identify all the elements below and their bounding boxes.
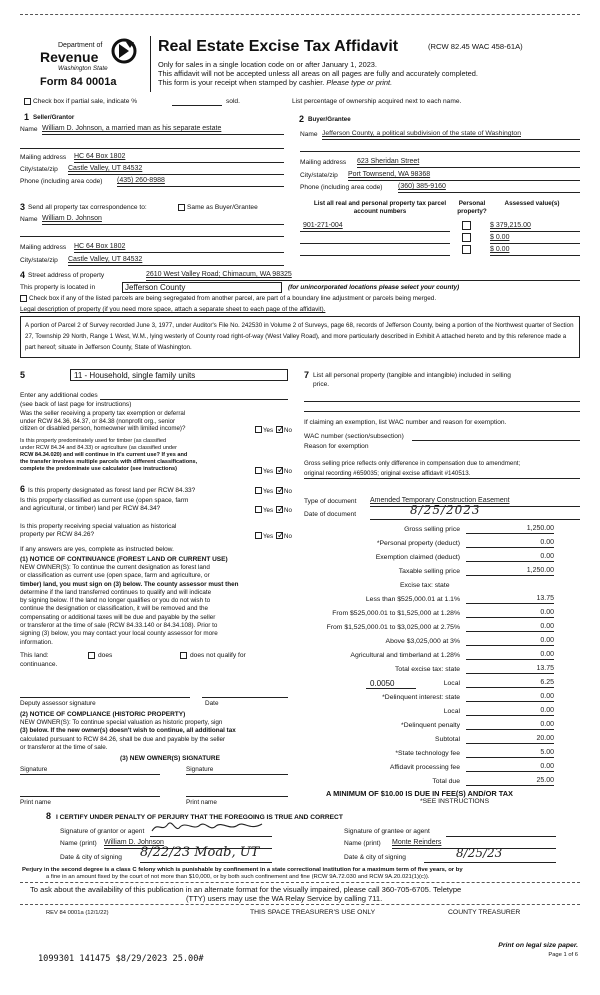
segregated-note: Check box if any of the listed parcels are being segregated from another parcel, are part of a boundary line adjustment or parcels being merged. [29, 295, 437, 302]
calc-value[interactable]: 0.00 [540, 721, 554, 728]
calc-underline [466, 729, 554, 730]
form-title-ref: (RCW 82.45 WAC 458-61A) [428, 42, 523, 51]
assessed-value[interactable]: $ 379,215.00 [490, 222, 531, 229]
notice3-title: (3) NEW OWNER(S) SIGNATURE [120, 755, 220, 762]
historic-no-checkbox[interactable]: ✓ [277, 530, 285, 540]
section2-number: 2 [299, 114, 305, 124]
assessed-col-header: Assessed value(s) [504, 200, 560, 207]
seller-phone-label: Phone (including area code) [20, 178, 103, 185]
buyer-mailing-field[interactable]: 623 Sheridan Street [357, 158, 420, 165]
assessed-value[interactable]: $ 0.00 [490, 246, 510, 253]
seller-name-underline [42, 134, 284, 135]
signature-label: Signature [186, 766, 214, 773]
seller-city-underline [68, 174, 284, 175]
grantee-date-field[interactable]: 8/25/23 [456, 846, 503, 860]
buyer-mailing-underline [357, 167, 580, 168]
alt-format-border-bottom [20, 904, 580, 905]
historic-no-label: No [284, 533, 292, 540]
calc-label: Exemption claimed (deduct) [375, 554, 460, 561]
calc-label: *Delinquent interest: state [382, 694, 460, 701]
q1-yes-checkbox[interactable] [255, 426, 262, 433]
calc-label: *Delinquent penalty [401, 722, 460, 729]
buyer-city-label: City/state/zip [300, 172, 338, 179]
n1-line: NEW OWNER(S): To continue the current designation as forest land [20, 564, 210, 571]
seller-name-label: Name [20, 126, 38, 133]
n1-line: compensating or additional taxes will be due and payable by the seller [20, 613, 216, 621]
n1-line: continue the designation or classification, it will be removed and the [20, 605, 208, 613]
calc-label: Less than $525,000.01 at 1.1% [365, 596, 460, 603]
this-land-label: This land: [20, 652, 49, 659]
corr-extra-line [20, 236, 284, 237]
forest-yes-label: Yes [263, 488, 274, 495]
calc-underline [466, 659, 554, 660]
doc-type-label: Type of document [304, 498, 357, 505]
county-select[interactable]: Jefferson County [122, 282, 282, 293]
pp-line2: price. [313, 380, 330, 388]
n1-line: information. [20, 638, 53, 646]
exemption-question [20, 410, 185, 433]
section6-number: 6 [20, 484, 26, 494]
legal-description-label: Legal description of property (if you need more space, attach a separate sheet to each page of the affidavit). [20, 306, 326, 313]
personal-property-checkbox[interactable] [462, 221, 471, 230]
agency-name: Revenue [40, 49, 99, 65]
form-title: Real Estate Excise Tax Affidavit [158, 38, 399, 55]
perjury-line2: a fine in an amount fixed by the court of not more than $10,000, or by both such confinement and fine (RCW 9A.72.030 and RCW 9A.20.021(1)(c)). [46, 874, 430, 880]
q1-line1: Was the seller receiving a property tax exemption or deferral [20, 410, 186, 417]
n2-line: or transferor at the time of sale. [20, 743, 108, 751]
calc-underline [466, 743, 554, 744]
timber-question [20, 438, 197, 473]
q2-yes-label: Yes [263, 468, 274, 475]
section8-number: 8 [46, 811, 52, 821]
grantee-signature[interactable] [446, 836, 556, 837]
calc-label: *Personal property (deduct) [376, 540, 460, 547]
calc-underline [466, 617, 554, 618]
alt-format-line1: To ask about the availability of this publication in an alternate format for the visually impaired, please call 360-705-6705. Teletype [30, 885, 462, 894]
segregated-checkbox[interactable] [20, 295, 27, 302]
street-field[interactable]: 2610 West Valley Road; Chimacum, WA 98325 [146, 271, 292, 278]
calc-label: Local [443, 680, 460, 687]
q6-2-line2: and agricultural, or timber) land per RCW 84.34? [20, 505, 161, 512]
treasurer-use: THIS SPACE TREASURER'S USE ONLY [250, 909, 376, 916]
section4-number: 4 [20, 270, 26, 280]
agency-line1: Department of [58, 42, 103, 49]
n2-line: calculated pursuant to RCW 84.26, shall be due and payable by the seller [20, 735, 226, 743]
see-back-note: (see back of last page for instructions) [20, 401, 132, 408]
personal-property-field[interactable] [304, 401, 580, 402]
personal-property-checkbox[interactable] [462, 233, 471, 242]
calc-label: Above $3,025,000 at 3% [385, 638, 460, 645]
reason-label: Reason for exemption [304, 443, 369, 450]
buyer-city-underline [348, 180, 580, 181]
partial-sale-checkbox[interactable] [24, 98, 31, 105]
historic-yes-checkbox[interactable] [255, 532, 262, 539]
n1-line: timber) land, you must sign on (3) below. The county assessor must then [20, 580, 239, 588]
grantor-sig-underline [150, 836, 272, 837]
q6-3-line2: property per RCW 84.26? [20, 531, 95, 538]
notice1-title: (1) NOTICE OF CONTINUANCE (FOREST LAND OR CURRENT USE) [20, 556, 228, 563]
grantee-name-field[interactable]: Monte Reinders [392, 839, 442, 846]
q2-line5: complete the predominate use calculator (see instructions) [20, 466, 177, 472]
calc-value[interactable]: 1,250.00 [526, 567, 554, 574]
calc-value[interactable]: 0.00 [540, 693, 554, 700]
does-checkbox[interactable] [88, 652, 95, 659]
q1-no-label: No [284, 427, 292, 434]
q6-2-line1: Is this property classified as current use (open space, farm [20, 497, 189, 504]
owner1-signature-field[interactable] [20, 774, 160, 775]
header-divider [150, 36, 151, 92]
section7-number: 7 [304, 370, 310, 380]
deputy-sig-label: Deputy assessor signature [20, 700, 96, 707]
buyer-name-label: Name [300, 131, 318, 138]
seller-name-field[interactable]: William D. Johnson, a married man as his separate estate [42, 125, 222, 132]
n2-line: NEW OWNER(S): To continue special valuation as historic property, sign [20, 719, 223, 726]
notice2-body [20, 719, 236, 752]
reason-underline [304, 478, 580, 479]
calc-value[interactable]: 0.00 [540, 609, 554, 616]
continuance-label: continuance. [20, 661, 58, 668]
corr-name-underline [42, 224, 284, 225]
corr-name-field[interactable]: William D. Johnson [42, 215, 102, 222]
calc-label: *State technology fee [395, 750, 460, 757]
ownership-note: List percentage of ownership acquired next to each name. [292, 98, 462, 105]
calc-label: Total due [432, 778, 460, 785]
perjury-line1: Perjury in the second degree is a class C felony which is punishable by confinement in a state correctional institution for a maximum term of five years, or by [22, 867, 463, 873]
calc-value[interactable]: 0.00 [540, 623, 554, 630]
seller-city-field[interactable]: Castle Valley, UT 84532 [68, 165, 143, 172]
doc-date-underline [370, 519, 580, 520]
page-number: Page 1 of 6 [548, 952, 578, 958]
assessed-underline [490, 231, 580, 232]
local-rate: 0.0050 [370, 679, 395, 688]
buyer-name-underline [322, 139, 580, 140]
calc-underline [466, 673, 554, 674]
n1-line: or classification as current use (open space, farm and agriculture, or [20, 572, 210, 580]
legal-description-box[interactable]: A portion of Parcel 2 of Survey recorded June 3, 1977, under Auditor's File No. 242530 in Volume 2 of Surveys, page 68, records of Jefferson County, being a portion of the Northwest quarter of Section 27, Township 29 North, Range 1 West, W.M., lying westerly of County road right-of-way (West Valley Road), and more particularly described in Exhibit A attached hereto and by this reference made a part hereof; situate in Jefferson County, State of Washington. [20, 316, 580, 358]
gross-note2: original recording #659035; original excise affidavit #140513. [304, 470, 471, 477]
wac-label: WAC number (section/subsection) [304, 433, 404, 440]
doc-date-label: Date of document [304, 511, 357, 518]
q2-no-label: No [284, 468, 292, 475]
section5-number: 5 [20, 370, 26, 380]
seller-phone-underline [117, 186, 284, 187]
personal-col-header: Personal property? [457, 200, 487, 215]
see-instructions: *SEE INSTRUCTIONS [420, 798, 490, 805]
correspondence-heading: Send all property tax correspondence to: [28, 204, 147, 211]
gross-note1: Gross selling price reflects only difference in compensation due to amendment; [304, 460, 521, 467]
calc-label: Local [443, 708, 460, 715]
legal-size-note: Print on legal size paper. [498, 942, 578, 949]
doc-date-field[interactable]: 8/25/2023 [410, 503, 481, 517]
q2-line2: under RCW 84.34 and 84.33) or agriculture (as classified under [20, 445, 178, 451]
buyer-phone-label: Phone (including area code) [300, 184, 383, 191]
local-rate-underline [366, 688, 416, 689]
doc-type-field[interactable]: Amended Temporary Construction Easement [370, 497, 510, 504]
excise-state-label: Excise tax: state [400, 582, 450, 589]
calc-underline [466, 771, 554, 772]
calc-underline [466, 687, 554, 688]
revenue-logo-icon [110, 38, 138, 64]
section3-number: 3 [20, 202, 26, 212]
calc-label: Gross selling price [404, 526, 460, 533]
grantee-date-underline [424, 862, 556, 863]
corr-city-underline [68, 265, 284, 266]
form-number: Form 84 0001a [40, 76, 117, 88]
n1-line: determine if the land transferred continues to qualify and will indicate [20, 588, 212, 596]
signature-label: Signature [20, 766, 48, 773]
q2-line3: RCW 84.34.020) and will continue in it's current use? If yes and [20, 452, 188, 458]
n1-line: signing (3) below, you may contact your local county assessor for more [20, 630, 218, 638]
historic-question [20, 523, 176, 539]
seller-mailing-label: Mailing address [20, 154, 67, 161]
same-as-buyer-checkbox[interactable] [178, 204, 185, 211]
street-label: Street address of property [28, 272, 105, 279]
n1-line: by signing below. If the land no longer qualifies or you do not wish to [20, 597, 211, 605]
grantor-sig-label: Signature of grantor or agent [60, 828, 145, 835]
certify-statement: I CERTIFY UNDER PENALTY OF PERJURY THAT THE FOREGOING IS TRUE AND CORRECT [56, 814, 343, 821]
q2-yes-checkbox[interactable] [255, 467, 262, 474]
calc-underline [466, 547, 554, 548]
additional-codes-field[interactable] [100, 399, 288, 400]
current-use-yes-checkbox[interactable] [255, 506, 262, 513]
owner2-signature-field[interactable] [186, 774, 288, 775]
notice-line1: Only for sales in a single location code on or after January 1, 2023. [158, 60, 377, 69]
calc-underline [466, 575, 554, 576]
calc-label: Agricultural and timberland at 1.28% [350, 652, 460, 659]
buyer-heading: Buyer/Grantee [308, 116, 351, 123]
calc-underline [466, 561, 554, 562]
corr-city-field[interactable]: Castle Valley, UT 84532 [68, 256, 143, 263]
calc-label: Total excise tax: state [395, 666, 460, 673]
seller-heading: Seller/Grantor [33, 114, 75, 121]
personal-property-line2 [304, 411, 580, 412]
calc-label: Taxable selling price [398, 568, 460, 575]
calc-label: Affidavit processing fee [389, 764, 460, 771]
calc-underline [466, 715, 554, 716]
agency-state: Washington State [58, 65, 108, 72]
assessed-underline [490, 243, 580, 244]
alt-format-border-top [20, 882, 580, 883]
partial-sold-label: sold. [226, 98, 240, 105]
buyer-mailing-label: Mailing address [300, 159, 347, 166]
partial-sale-label: Check box if partial sale, indicate % [33, 98, 138, 105]
corr-mailing-field[interactable]: HC 64 Box 1802 [74, 243, 126, 250]
located-label: This property is located in [20, 284, 96, 291]
notice-line3: This form is your receipt when stamped by cashier. Please type or print. [158, 78, 393, 87]
q1-line3: citizen or disabled person, homeowner with limited income)? [20, 425, 186, 433]
corr-city-label: City/state/zip [20, 257, 58, 264]
forest-question: Is this property designated as forest land per RCW 84.33? [28, 487, 196, 494]
grantor-signature[interactable] [150, 819, 270, 835]
calc-value[interactable]: 0.00 [540, 539, 554, 546]
buyer-phone-underline [398, 192, 580, 193]
calc-value[interactable]: 0.00 [540, 763, 554, 770]
q2-line1: Is this property predominately used for timber (as classified [20, 438, 167, 444]
county-treasurer: COUNTY TREASURER [448, 909, 521, 916]
unincorporated-note: (for unincorporated locations please select your county) [288, 284, 460, 291]
corr-name-label: Name [20, 216, 38, 223]
pp-line1: List all personal property (tangible and intangible) included in selling [313, 372, 511, 379]
current-use-no-label: No [284, 507, 292, 514]
does-label: does [98, 652, 113, 659]
seller-mailing-underline [74, 162, 284, 163]
personal-property-label [313, 372, 511, 389]
grantor-date-field[interactable]: 8/22/23 Moab, UT [140, 845, 260, 860]
print-name-label: Print name [186, 799, 217, 806]
q2-no-checkbox[interactable]: ✓ [277, 465, 285, 475]
calc-label: Subtotal [435, 736, 460, 743]
calc-value[interactable]: 20.00 [536, 735, 554, 742]
historic-yes-label: Yes [263, 533, 274, 540]
print-name-label: Print name [20, 799, 51, 806]
calc-value[interactable]: 0.00 [540, 637, 554, 644]
assessed-underline [490, 255, 580, 256]
use-code-select[interactable]: 11 - Household, single family units [70, 369, 288, 381]
grantor-date-label: Date & city of signing [60, 854, 122, 861]
owner2-print-field[interactable] [186, 796, 288, 797]
grantee-date-label: Date & city of signing [344, 854, 406, 861]
buyer-phone-field[interactable]: (360) 385-9160 [398, 183, 446, 190]
calc-value[interactable]: 0.00 [540, 553, 554, 560]
partial-percent-field[interactable] [172, 105, 222, 106]
deputy-date-field[interactable] [202, 697, 288, 698]
rev-number: REV 84 0001a (12/1/22) [46, 910, 109, 916]
top-border [20, 14, 580, 15]
seller-extra-line [20, 148, 284, 149]
calc-value[interactable]: 13.75 [536, 665, 554, 672]
alt-format-line2: (TTY) users may use the WA Relay Service by calling 711. [186, 894, 383, 903]
minimum-note: A MINIMUM OF $10.00 IS DUE IN FEE(S) AND/OR TAX [326, 789, 513, 798]
grantee-sig-label: Signature of grantee or agent [344, 828, 430, 835]
deputy-signature-field[interactable] [20, 697, 190, 698]
n1-line: or transferor at the time of sale (RCW 84.33.140 or 84.34.108). Prior to [20, 622, 218, 630]
calc-value[interactable]: 0.00 [540, 707, 554, 714]
grantee-name-label: Name (print) [344, 840, 381, 847]
calc-value[interactable]: 5.00 [540, 749, 554, 756]
q1-yes-label: Yes [263, 427, 274, 434]
parcel-underline [300, 255, 450, 256]
calc-value[interactable]: 0.00 [540, 651, 554, 658]
calc-underline [466, 757, 554, 758]
q6-3-line1: Is this property receiving special valuation as historical [20, 523, 177, 530]
calc-underline [466, 603, 554, 604]
q2-line4: the transfer involves multiple parcels with different classifications, [20, 459, 198, 465]
deputy-date-label: Date [205, 700, 219, 707]
owner1-print-field[interactable] [20, 796, 160, 797]
grantor-name-label: Name (print) [60, 840, 97, 847]
q1-no-checkbox[interactable]: ✓ [277, 424, 285, 434]
exemption-note: If claiming an exemption, list WAC number and reason for exemption. [304, 419, 507, 426]
buyer-city-field[interactable]: Port Townsend, WA 98368 [348, 171, 431, 178]
current-use-yes-label: Yes [263, 507, 274, 514]
section1-number: 1 [24, 112, 30, 122]
calc-underline [466, 631, 554, 632]
wac-field[interactable] [412, 440, 580, 441]
buyer-name-field[interactable]: Jefferson County, a political subdivision of the state of Washington [322, 130, 521, 137]
parcel-underline [300, 231, 450, 232]
notice2-title: (2) NOTICE OF COMPLIANCE (HISTORIC PROPERTY) [20, 711, 186, 718]
forest-yes-checkbox[interactable] [255, 487, 262, 494]
calc-value[interactable]: 1,250.00 [526, 525, 554, 532]
current-use-no-checkbox[interactable]: ✓ [277, 504, 285, 514]
q1-line2: under RCW 84.36, 84.37, or 84.38 (nonprofit org., senior [20, 417, 176, 425]
notice-line2: This affidavit will not be accepted unless all areas on all pages are fully and accurately completed. [158, 69, 478, 78]
calc-label: From $1,525,000.01 to $3,025,000 at 2.75% [326, 624, 460, 631]
seller-mailing-field[interactable]: HC 64 Box 1802 [74, 153, 126, 160]
calc-value[interactable]: 25.00 [536, 777, 554, 784]
calc-underline [466, 533, 554, 534]
does-not-checkbox[interactable] [180, 652, 187, 659]
personal-property-checkbox[interactable] [462, 245, 471, 254]
treasurer-stamp: 1099301 141475 $8/29/2023 25.00# [38, 954, 204, 964]
grantor-date-underline [140, 862, 272, 863]
does-not-label: does not qualify for [190, 652, 246, 659]
calc-underline [466, 701, 554, 702]
buyer-extra-line [300, 151, 580, 152]
forest-no-checkbox[interactable]: ✓ [277, 485, 285, 495]
calc-value[interactable]: 6.25 [540, 679, 554, 686]
assessed-value[interactable]: $ 0.00 [490, 234, 510, 241]
current-use-question [20, 497, 188, 513]
seller-city-label: City/state/zip [20, 166, 58, 173]
calc-label: From $525,000.01 to $1,525,000 at 1.28% [332, 610, 460, 617]
grantor-name-field[interactable]: William D. Johnson [104, 839, 164, 846]
corr-mailing-label: Mailing address [20, 244, 67, 251]
if-yes-note: If any answers are yes, complete as instructed below. [20, 546, 174, 553]
calc-underline [466, 645, 554, 646]
same-as-buyer-label: Same as Buyer/Grantee [187, 204, 258, 211]
calc-underline [466, 785, 554, 786]
forest-no-label: No [284, 488, 292, 495]
parcel-col-header: List all real and personal property tax parcel account numbers [313, 200, 447, 215]
parcel-number[interactable]: 901-271-004 [303, 222, 343, 229]
corr-mailing-underline [74, 252, 284, 253]
n2-line: (3) below. If the new owner(s) doesn't wish to continue, all additional tax [20, 727, 236, 735]
parcel-underline [300, 243, 450, 244]
calc-value[interactable]: 13.75 [536, 595, 554, 602]
seller-phone-field[interactable]: (435) 260-8988 [117, 177, 165, 184]
street-underline [146, 280, 580, 281]
additional-codes-label: Enter any additional codes [20, 392, 98, 399]
notice1-body [20, 564, 238, 647]
